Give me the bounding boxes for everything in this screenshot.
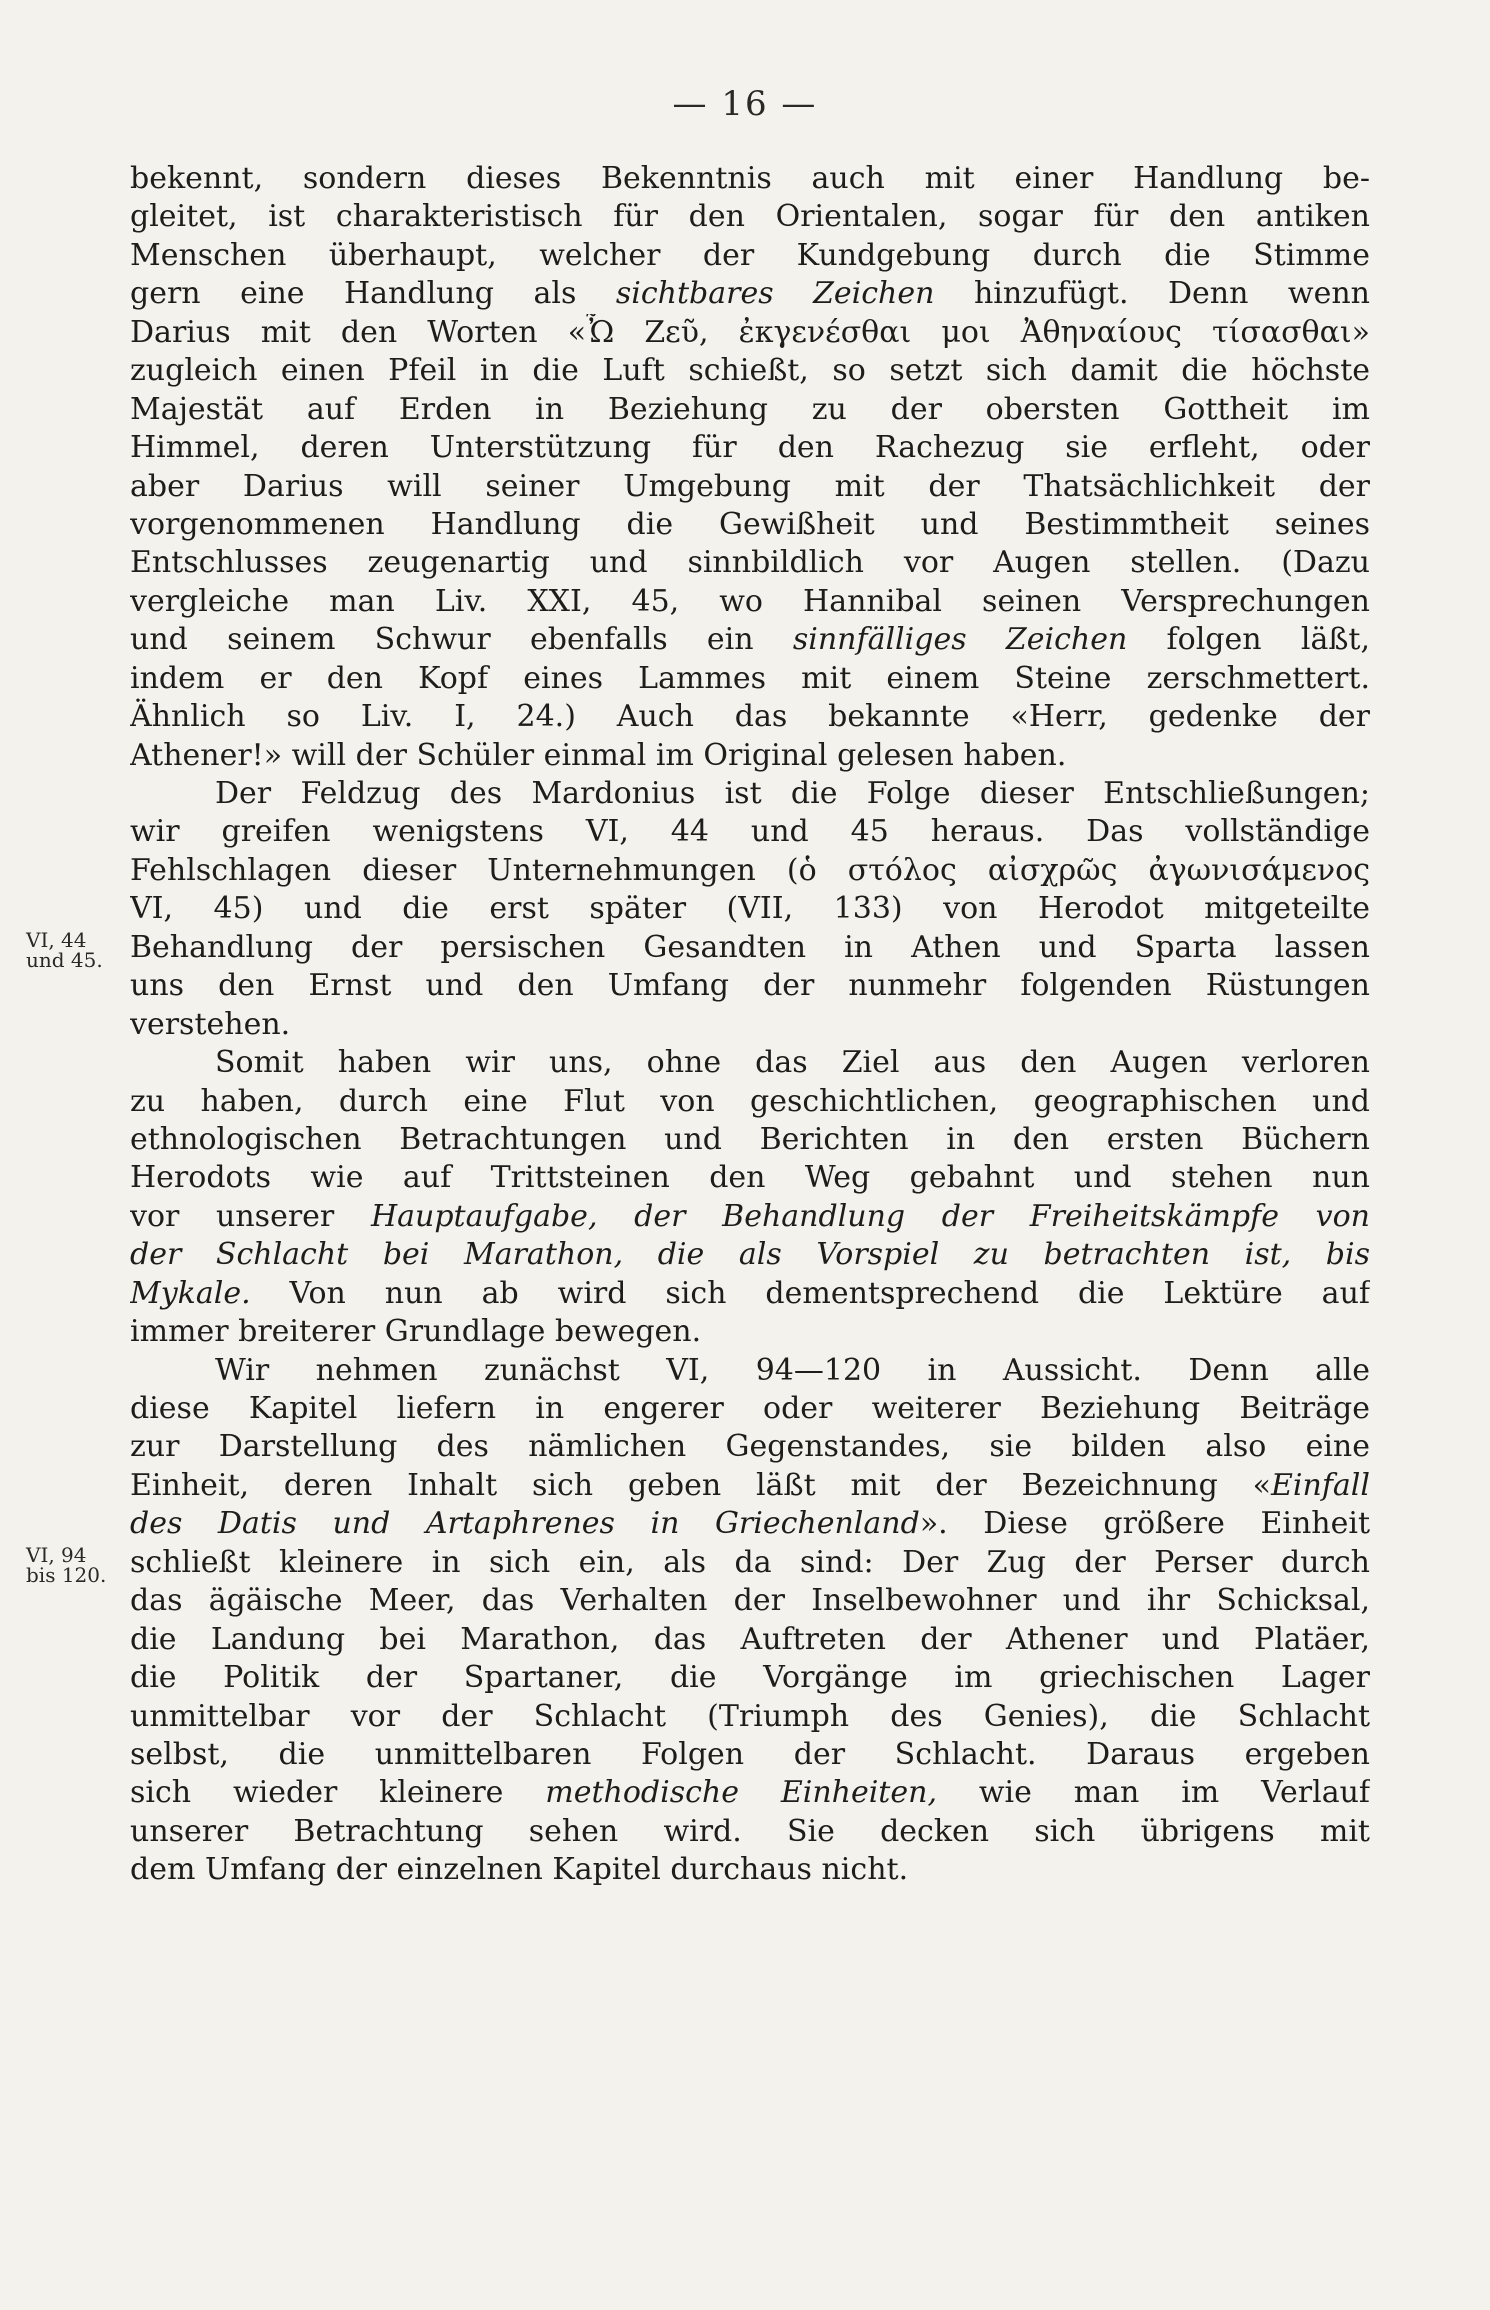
text-line: Ähnlich so Liv. I, 24.) Auch das bekannte «Herr, gedenke der xyxy=(130,699,1370,735)
page-number: — 16 — xyxy=(672,84,818,124)
text-line: ethnologischen Betrachtungen und Berichten in den ersten Büchern xyxy=(130,1121,1370,1157)
text-line: und seinem Schwur ebenfalls ein sinnfälliges Zeichen folgen läßt, xyxy=(130,622,1370,658)
text-line: vergleiche man Liv. XXI, 45, wo Hannibal seinen Versprechungen xyxy=(130,583,1370,619)
text-line: vorgenommenen Handlung die Gewißheit und Bestimmtheit seines xyxy=(130,506,1370,542)
text-line: des Datis und Artaphrenes in Griechenland». Diese größere Einheit xyxy=(130,1506,1370,1542)
text-line: gleitet, ist charakteristisch für den Orientalen, sogar für den antiken xyxy=(130,199,1370,235)
text-line: Darius mit den Worten «Ὦ Ζεῦ, ἐκγενέσθαι μοι Ἀθηναίους τίσασθαι» xyxy=(130,314,1370,350)
text-line: zu haben, durch eine Flut von geschichtlichen, geographischen und xyxy=(130,1083,1370,1119)
text-line: diese Kapitel liefern in engerer oder weiterer Beziehung Beiträge xyxy=(130,1391,1370,1426)
emphasis: des Datis und Artaphrenes in Griechenland xyxy=(130,1506,920,1542)
text-line: verstehen. xyxy=(130,1006,291,1042)
text-line: bekennt, sondern dieses Bekenntnis auch mit einer Handlung be- xyxy=(130,161,1370,196)
text-line: Einheit, deren Inhalt sich geben läßt mit der Bezeichnung «Einfall xyxy=(130,1467,1370,1503)
text-line: gern eine Handlung als sichtbares Zeichen hinzufügt. Denn wenn xyxy=(130,276,1370,312)
text-line: selbst, die unmittelbaren Folgen der Schlacht. Daraus ergeben xyxy=(130,1736,1370,1772)
emphasis: Einfall xyxy=(1271,1467,1370,1503)
text-line: unserer Betrachtung sehen wird. Sie decken sich übrigens mit xyxy=(130,1813,1370,1849)
text-line: zur Darstellung des nämlichen Gegenstandes, sie bilden also eine xyxy=(130,1429,1370,1465)
margin-note-line: und 45. xyxy=(26,948,103,972)
text-line: indem er den Kopf eines Lammes mit einem Steine zerschmettert. xyxy=(130,660,1370,696)
text-line: zugleich einen Pfeil in die Luft schießt, so setzt sich damit die höchste xyxy=(130,353,1370,389)
text-line: Menschen überhaupt, welcher der Kundgebung durch die Stimme xyxy=(130,237,1370,273)
margin-note-vi-44 xyxy=(26,930,121,970)
text-line xyxy=(130,1236,1370,1274)
text-line: immer breiterer Grundlage bewegen. xyxy=(130,1314,702,1350)
margin-note-line: VI, 94 xyxy=(26,1543,87,1567)
emphasis: Mykale. xyxy=(130,1275,251,1311)
emphasis: der Schlacht bei Marathon, die als Vorspiel zu betrachten ist, bis xyxy=(130,1237,1370,1273)
text-line: VI, 45) und die erst später (VII, 133) von Herodot mitgeteilte xyxy=(130,891,1370,927)
text-line: das ägäische Meer, das Verhalten der Inselbewohner und ihr Schicksal, xyxy=(130,1583,1370,1619)
emphasis: Hauptaufgabe, der Behandlung der Freiheitskämpfe von xyxy=(370,1198,1370,1234)
body-text xyxy=(130,160,1370,1890)
text-line: Entschlusses zeugenartig und sinnbildlich vor Augen stellen. (Dazu xyxy=(130,545,1370,581)
text-line: unmittelbar vor der Schlacht (Triumph des Genies), die Schlacht xyxy=(130,1698,1370,1734)
text-line: Somit haben wir uns, ohne das Ziel aus den Augen verloren xyxy=(215,1045,1370,1081)
text-line: vor unserer Hauptaufgabe, der Behandlung der Freiheitskämpfe von xyxy=(130,1198,1370,1234)
text-line: Behandlung der persischen Gesandten in Athen und Sparta lassen xyxy=(130,929,1370,965)
emphasis: methodische Einheiten, xyxy=(545,1775,937,1811)
text-line: wir greifen wenigstens VI, 44 und 45 heraus. Das vollständige xyxy=(130,814,1370,850)
text-line: uns den Ernst und den Umfang der nunmehr folgenden Rüstungen xyxy=(130,968,1370,1004)
text-line: die Landung bei Marathon, das Auftreten der Athener und Platäer, xyxy=(130,1621,1370,1657)
text-line: die Politik der Spartaner, die Vorgänge im griechischen Lager xyxy=(130,1660,1370,1696)
text-line: aber Darius will seiner Umgebung mit der Thatsächlichkeit der xyxy=(130,468,1370,504)
emphasis: sinnfälliges Zeichen xyxy=(792,622,1128,658)
margin-note-line: VI, 44 xyxy=(26,928,87,952)
text-line: Himmel, deren Unterstützung für den Rachezug sie erfleht, oder xyxy=(130,430,1370,466)
text-line: sich wieder kleinere methodische Einheiten, wie man im Verlauf xyxy=(130,1775,1370,1811)
text-line: Herodots wie auf Trittsteinen den Weg gebahnt und stehen nun xyxy=(130,1160,1370,1196)
text-line: Wir nehmen zunächst VI, 94—120 in Aussicht. Denn alle xyxy=(215,1352,1370,1388)
text-line: Mykale. Von nun ab wird sich dementsprechend die Lektüre auf xyxy=(130,1275,1370,1311)
text-line: schließt kleinere in sich ein, als da sind: Der Zug der Perser durch xyxy=(130,1544,1370,1580)
margin-note-vi-94 xyxy=(26,1545,121,1585)
margin-note-line: bis 120. xyxy=(26,1563,107,1587)
text-line: Fehlschlagen dieser Unternehmungen (ὁ στόλος αἰσχρῶς ἀγωνισάμενος xyxy=(130,852,1370,888)
emphasis: sichtbares Zeichen xyxy=(615,276,935,312)
text-line: Der Feldzug des Mardonius ist die Folge dieser Entschließungen; xyxy=(215,776,1370,811)
text-line: Athener!» will der Schüler einmal im Original gelesen haben. xyxy=(130,737,1067,773)
text-line: Majestät auf Erden in Beziehung zu der obersten Gottheit im xyxy=(130,391,1370,427)
text-line: dem Umfang der einzelnen Kapitel durchaus nicht. xyxy=(130,1852,909,1888)
